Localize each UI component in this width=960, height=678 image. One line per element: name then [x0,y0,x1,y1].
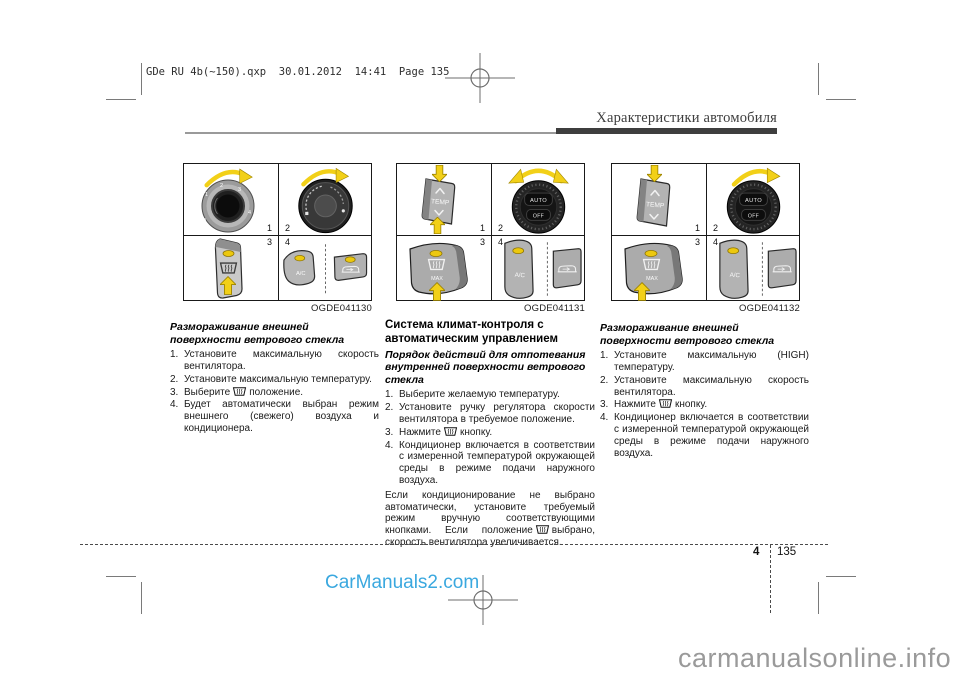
step-text: Будет автоматически выбран режим внешнего (свежего) воздуха и кондиционера. [184,399,379,434]
chapter-number: 4 [753,546,760,558]
callout-number: 3 [694,237,700,247]
step-text [614,399,809,411]
step-text: Установите максимальную скорость вентилятора. [614,374,809,398]
crop-mark [106,99,136,100]
fan-tick-label: 4 [248,210,252,216]
indicator-light [513,248,524,254]
section-title: Система климат-контроля с автоматическим управлением [385,319,558,345]
ac-button-label: A/C [295,270,306,277]
crop-mark [141,582,142,614]
watermark-carmanualsonline-link[interactable]: carmanualsonline.info [678,643,952,673]
step-text: Установите максимальную температуру. [184,373,372,385]
instruction-step [170,387,379,399]
step-number: 3. [385,426,394,438]
column-manual-defrost [170,321,379,435]
callout-number: 1 [694,223,700,233]
ac-and-recirculation-buttons-image [492,236,585,302]
temp-button-image [612,164,706,235]
figure-grid [183,163,372,301]
fan-tick-label: 2 [220,183,224,189]
watermark-carmanuals2-link[interactable]: CarManuals2.com [325,572,480,593]
step-text-part: положение. [249,386,304,398]
step-number: 3. [600,399,609,411]
instruction-step [600,375,809,399]
callout-number: 4 [713,237,719,247]
step-number: 1. [600,350,609,362]
ac-button-label: A/C [514,271,526,280]
fan-tick-label: 3 [238,187,242,193]
off-button-label: OFF [532,213,545,220]
figure-cell [492,236,585,302]
figure-auto-climate-defrost [611,163,800,314]
instruction-step [170,374,379,386]
step-number: 2. [385,402,394,414]
off-button-label: OFF [747,213,760,220]
figure-cell [279,164,372,235]
callout-number: 4 [285,237,291,247]
crop-mark [141,63,142,95]
figure-cell [397,236,491,302]
callout-number: 2 [713,223,719,233]
step-text: Установите ручку регулятора скорости вентилятора в требуемое положение. [399,402,595,425]
figure-divider [706,164,707,300]
auto-button-label: AUTO [745,197,762,204]
step-text-part: кнопку. [459,426,493,438]
temperature-knob-image [279,164,372,235]
crop-mark [826,99,856,100]
section-header: Характеристики автомобиля [596,110,777,126]
step-text-part: кнопку. [674,399,708,411]
figure-manual-climate-defrost [183,163,372,314]
procedure-title: Размораживание внешней поверхности ветрового стекла [600,322,775,347]
indicator-light [728,248,739,254]
callout-number: 2 [285,223,291,233]
indicator-light [223,251,234,257]
auto-button-label: AUTO [530,197,547,204]
figure-cell [184,164,278,235]
front-defrost-icon [232,387,247,396]
figure-caption: OGDE041132 [739,303,800,314]
front-defrost-icon [658,399,673,408]
instruction-step [600,399,809,411]
figure-divider [491,164,492,300]
callout-number: 3 [479,237,485,247]
column-auto-climate [385,319,595,549]
auto-off-knob-image [492,164,585,235]
crop-mark [818,582,819,614]
ac-and-recirculation-buttons-image [279,236,372,302]
footer-dashed-divider [770,545,771,613]
step-text [399,427,595,439]
step-text-part: Выберите [184,386,231,398]
procedure-title: Размораживание внешней поверхности ветрового стекла [170,321,345,346]
instruction-step [170,349,379,373]
procedure-title: Порядок действий для отпотевания внутренней поверхности ветрового стекла [385,348,586,386]
callout-number: 4 [498,237,504,247]
step-text: Установите максимальную скорость вентилятора. [184,349,379,372]
callout-number: 1 [479,223,485,233]
front-defrost-icon [443,427,458,436]
figure-cell [184,236,278,302]
figure-cell [279,236,372,302]
figure-grid [611,163,800,301]
press-down-arrow-icon [432,165,447,182]
instruction-step [385,389,595,401]
registration-mark [445,53,515,103]
step-number: 1. [170,349,179,361]
column-auto-defrost [600,322,809,459]
indicator-light [430,250,442,256]
print-filename-header: GDe RU 4b(~150).qxp 30.01.2012 14:41 Page 135 [146,66,450,78]
step-text: Установите максимальную (HIGH) температуру. [614,350,809,373]
figure-cell [612,164,706,235]
ac-and-recirculation-buttons-image [707,236,800,302]
max-button-label: MAX [431,276,443,282]
figure-caption: OGDE041130 [311,303,372,314]
note-paragraph [385,490,595,549]
temp-button-label: TEMP [645,201,665,210]
note-text-part: Если кондиционирование не выбрано автоматически, установите требуемый режим вручную соответствующими кнопками. Если положение [385,489,595,537]
callout-number: 1 [266,223,272,233]
temp-button-image [397,164,491,235]
instruction-step [385,402,595,426]
header-rule-thick [556,128,777,134]
figure-cell [707,164,800,235]
fan-speed-knob-image [184,164,278,235]
crop-mark [106,576,136,577]
fan-tick-label: 0 [203,218,207,224]
instruction-step [385,427,595,439]
figure-grid [396,163,585,301]
instruction-step [385,440,595,487]
step-text-part: Нажмите [399,426,441,438]
callout-number: 2 [498,223,504,233]
fan-tick-label: 1 [205,192,209,198]
step-number: 1. [385,389,394,401]
figure-cell [397,164,491,235]
step-number: 2. [600,374,609,386]
indicator-light [645,250,657,256]
figure-divider [612,235,799,236]
front-defrost-icon [535,525,550,534]
step-text-part: Нажмите [614,399,656,411]
auto-off-knob-image [707,164,800,235]
max-defrost-button-image [612,236,706,302]
crop-mark [818,63,819,95]
figure-auto-climate-defog [396,163,585,314]
note-text-part: выбрано, скорость вентилятора увеличивается. [385,525,595,548]
temp-button-label: TEMP [430,198,450,207]
press-down-arrow-icon [647,165,662,182]
indicator-light [345,257,355,263]
instruction-step [600,412,809,459]
page-number: 135 [777,546,797,558]
figure-cell [492,164,585,235]
figure-divider [397,235,584,236]
crop-mark [826,576,856,577]
step-number: 4. [385,439,394,451]
figure-divider [184,235,371,236]
instruction-step [600,350,809,374]
step-number: 2. [170,373,179,385]
indicator-light [295,255,305,261]
max-button-label: MAX [646,276,658,282]
figure-caption: OGDE041131 [524,303,585,314]
step-number: 4. [600,412,609,424]
figure-cell [707,236,800,302]
figure-divider [278,164,279,300]
step-number: 4. [170,399,179,411]
step-text: Выберите желаемую температуру. [399,389,560,401]
step-text: Кондиционер включается в соответствии с измеренной температурой окружающей среды в режиме подачи наружного воздуха. [399,439,595,486]
instruction-step [170,399,379,434]
step-text: Кондиционер включается в соответствии с измеренной температурой окружающей среды в режиме подачи наружного воздуха. [614,412,809,459]
step-number: 3. [170,386,179,398]
footer-dashed-rule [80,544,828,545]
callout-number: 3 [266,237,272,247]
figure-cell [612,236,706,302]
ac-button-label: A/C [729,271,741,280]
max-defrost-button-image [397,236,491,302]
defrost-switch-image [184,236,278,302]
step-text [184,387,379,399]
